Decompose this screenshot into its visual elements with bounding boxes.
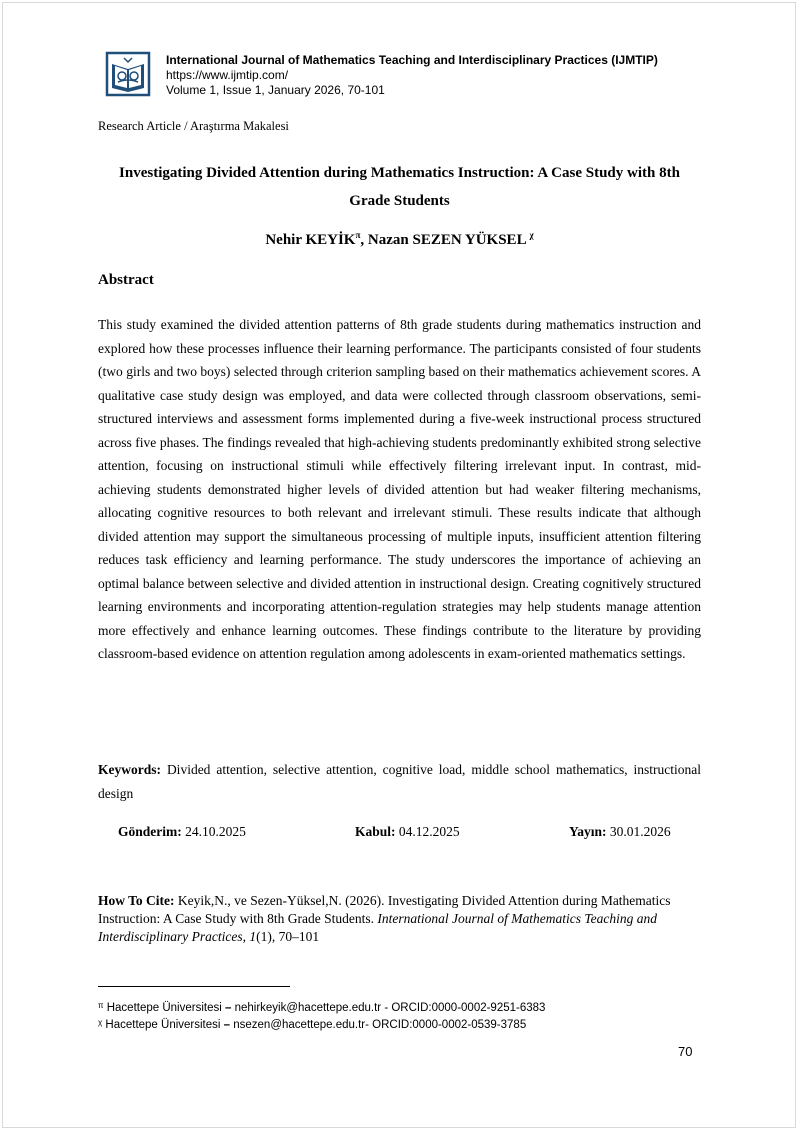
cite-label: How To Cite: [98,893,175,908]
journal-logo-icon [104,50,152,98]
footnote-1-affiliation: Hacettepe Üniversitesi [103,1002,222,1014]
how-to-cite [98,892,718,946]
footnote-author-1 [98,998,545,1016]
published-value: 30.01.2026 [606,824,671,839]
footnote-2-detail: nsezen@hacettepe.edu.tr- ORCID:0000-0002-0539-3785 [233,1019,527,1031]
keywords-text: Divided attention, selective attention, cognitive load, middle school mathematics, instructional design [98,762,701,801]
submitted-date [118,824,246,840]
cite-text: Keyik,N., ve Sezen-Yüksel,N. (2026). Investigating Divided Attention during Mathematics Instruction: A Case Study with 8th Grade Students. [98,893,671,926]
article-title-line-2: Grade Students [349,193,450,209]
journal-url[interactable]: https://www.ijmtip.com/ [166,68,289,82]
article-title [98,159,701,215]
abstract-body: This study examined the divided attention patterns of 8th grade students during mathematics instruction and explored how these processes influence their learning performance. The participants consisted of four students (two girls and two boys) selected through criterion sampling based on their mathematics achievement scores. A qualitative case study design was employed, and data were collected through classroom observations, semi-structured interviews and assessment forms implemented during a five-week instructional process structured across five phases. The findings revealed that high-achieving students predominantly exhibited strong selective attention, focusing on instructional stimuli while effectively filtering irrelevant input. In contrast, mid-achieving students demonstrated higher levels of divided attention but had weaker filtering mechanisms, allocating cognitive resources to both relevant and irrelevant stimuli. These results indicate that although divided attention may support the simultaneous processing of multiple inputs, insufficient attention filtering reduces task efficiency and learning performance. The study underscores the importance of achieving an optimal balance between selective and divided attention in instructional design. Creating cognitively structured learning environments and incorporating attention-regulation strategies may help students manage attention more effectively and enhance learning outcomes. These findings contribute to the literature by providing classroom-based evidence on attention regulation among adolescents in exam-oriented mathematics settings. [98,317,701,661]
keywords-label: Keywords: [98,762,161,777]
keywords [98,758,701,806]
journal-volume-info: Volume 1, Issue 1, January 2026, 70-101 [166,83,385,97]
article-type: Research Article / Araştırma Makalesi [98,119,289,133]
footnote-1-dash: – [221,1002,235,1014]
abstract-heading: Abstract [98,272,154,288]
footnote-2-symbol: χ [98,1018,103,1027]
journal-info [166,53,726,98]
published-label: Yayın: [569,824,607,839]
footnote-2-dash: – [220,1019,234,1031]
footnote-divider [98,986,290,987]
author-2-name: Nazan SEZEN YÜKSEL [367,232,526,248]
accepted-date [355,824,460,840]
accepted-label: Kabul: [355,824,396,839]
author-1-mark: π [355,230,361,240]
cite-journal: International Journal of Mathematics Teaching and Interdisciplinary Practices, 1 [98,911,657,944]
authors [98,230,701,249]
published-date [569,824,671,840]
author-2-mark: χ [529,230,534,240]
journal-name: International Journal of Mathematics Teaching and Interdisciplinary Practices (IJMTIP) [166,53,658,67]
footnote-2-affiliation: Hacettepe Üniversitesi [102,1019,221,1031]
author-1-name: Nehir KEYİK [265,232,356,248]
submitted-value: 24.10.2025 [181,824,246,839]
author-separator: , [360,232,368,248]
accepted-value: 04.12.2025 [395,824,460,839]
footnote-1-symbol: π [98,1001,104,1010]
article-title-line-1: Investigating Divided Attention during Mathematics Instruction: A Case Study with 8th [119,165,680,181]
footnote-1-detail: nehirkeyik@hacettepe.edu.tr - ORCID:0000-0002-9251-6383 [234,1002,546,1014]
page-number: 70 [678,1044,693,1059]
footnote-author-2 [98,1015,526,1033]
cite-issue: (1), 70–101 [256,929,320,944]
submitted-label: Gönderim: [118,824,182,839]
